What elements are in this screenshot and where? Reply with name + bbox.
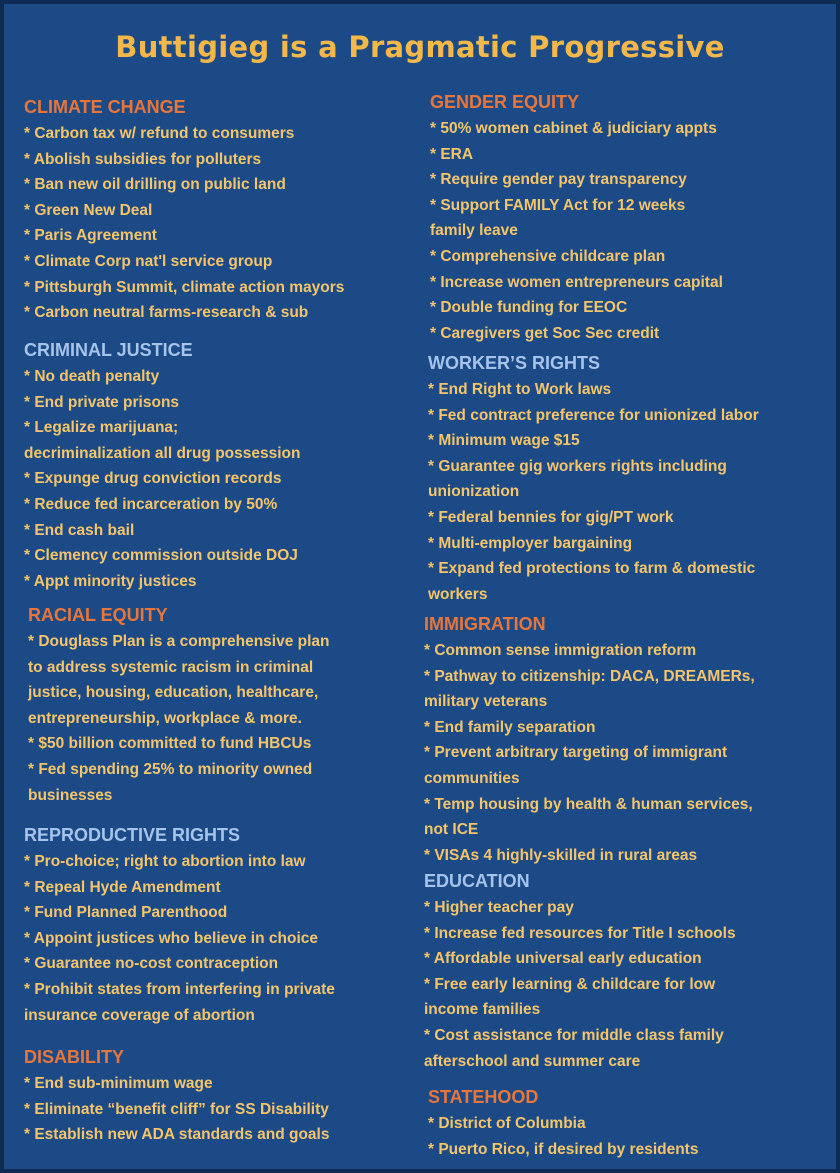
list-item: decriminalization all drug possession: [24, 444, 301, 462]
section-disability: [24, 1046, 329, 1148]
section-heading: EDUCATION: [424, 871, 530, 891]
list-item: * Eliminate “benefit cliff” for SS Disability: [24, 1100, 329, 1118]
list-item: * Clemency commission outside DOJ: [24, 547, 298, 565]
list-item: * Prevent arbitrary targeting of immigrant: [424, 744, 728, 762]
list-item: * Require gender pay transparency: [430, 171, 687, 189]
list-item: afterschool and summer care: [424, 1052, 641, 1070]
list-item: * Multi-employer bargaining: [428, 534, 633, 552]
list-item: * Increase women entrepreneurs capital: [430, 273, 723, 291]
list-item: military veterans: [424, 693, 548, 711]
list-item: * VISAs 4 highly-skilled in rural areas: [424, 846, 698, 864]
list-item: workers: [428, 585, 488, 603]
list-item: * Green New Deal: [24, 201, 153, 219]
list-item: * Establish new ADA standards and goals: [24, 1126, 330, 1144]
list-item: * Climate Corp nat'l service group: [24, 252, 273, 270]
section-immigration: [424, 613, 755, 868]
list-item: * Puerto Rico, if desired by residents: [428, 1140, 699, 1158]
list-item: * Appt minority justices: [24, 572, 197, 590]
list-item: communities: [424, 769, 520, 787]
list-item: * Free early learning & childcare for low: [424, 975, 716, 993]
list-item: * Paris Agreement: [24, 227, 157, 245]
section-heading: IMMIGRATION: [424, 614, 546, 634]
list-item: * Increase fed resources for Title I schools: [424, 924, 736, 942]
list-item: * Fund Planned Parenthood: [24, 904, 228, 922]
list-item: * End private prisons: [24, 393, 180, 411]
list-item: * Abolish subsidies for polluters: [24, 150, 262, 168]
list-item: * Guarantee no-cost contraception: [24, 955, 279, 973]
list-item: to address systemic racism in criminal: [28, 658, 314, 676]
list-item: * Federal bennies for gig/PT work: [428, 508, 674, 526]
list-item: * Fed contract preference for unionized labor: [428, 406, 759, 424]
list-item: not ICE: [424, 821, 479, 839]
section-heading: CRIMINAL JUSTICE: [24, 340, 193, 360]
section-heading: RACIAL EQUITY: [28, 605, 168, 625]
list-item: * Pathway to citizenship: DACA, DREAMERs,: [424, 667, 755, 685]
list-item: * Minimum wage $15: [428, 432, 580, 450]
section-heading: REPRODUCTIVE RIGHTS: [24, 825, 241, 845]
list-item: * End Right to Work laws: [428, 381, 612, 398]
list-item: * Repeal Hyde Amendment: [24, 878, 221, 896]
list-item: * Legalize marijuana;: [24, 419, 179, 437]
section-workers-rights: [428, 352, 759, 607]
list-item: * Support FAMILY Act for 12 weeks: [430, 196, 686, 214]
list-item: * End cash bail: [24, 521, 135, 539]
list-item: * 50% women cabinet & judiciary appts: [430, 120, 717, 137]
section-education: [424, 870, 736, 1074]
page-title: Buttigieg is a Pragmatic Progressive: [115, 30, 725, 64]
list-item: family leave: [430, 222, 518, 240]
section-climate-change: [24, 96, 344, 326]
list-item: * Expand fed protections to farm & domestic: [428, 560, 756, 578]
list-item: * Comprehensive childcare plan: [430, 247, 666, 265]
list-item: * $50 billion committed to fund HBCUs: [28, 735, 312, 753]
list-item: * No death penalty: [24, 368, 160, 385]
list-item: * Pittsburgh Summit, climate action mayors: [24, 278, 345, 296]
list-item: * Reduce fed incarceration by 50%: [24, 495, 278, 513]
section-heading: GENDER EQUITY: [430, 92, 580, 112]
list-item: insurance coverage of abortion: [24, 1006, 255, 1024]
list-item: * Fed spending 25% to minority owned: [28, 760, 313, 778]
section-heading: WORKER’S RIGHTS: [428, 353, 601, 373]
section-heading: CLIMATE CHANGE: [24, 97, 186, 117]
section-racial-equity: [28, 604, 330, 808]
list-item: * Carbon neutral farms-research & sub: [24, 304, 309, 322]
list-item: * Guarantee gig workers rights including: [428, 457, 727, 475]
list-item: * Ban new oil drilling on public land: [24, 176, 286, 194]
list-item: entrepreneurship, workplace & more.: [28, 709, 302, 727]
list-item: * Prohibit states from interfering in private: [24, 980, 335, 998]
list-item: * Cost assistance for middle class family: [424, 1026, 724, 1044]
section-criminal-justice: [24, 339, 300, 594]
list-item: * Caregivers get Soc Sec credit: [430, 324, 660, 342]
list-item: * Temp housing by health & human services,: [424, 795, 753, 813]
list-item: * Appoint justices who believe in choice: [24, 929, 318, 947]
list-item: * Carbon tax w/ refund to consumers: [24, 125, 295, 142]
list-item: justice, housing, education, healthcare,: [28, 684, 319, 702]
section-reproductive-rights: [24, 824, 335, 1028]
section-heading: STATEHOOD: [428, 1087, 539, 1107]
list-item: businesses: [28, 786, 113, 804]
list-item: * Pro-choice; right to abortion into law: [24, 853, 306, 870]
list-item: * ERA: [430, 145, 474, 163]
list-item: * Double funding for EEOC: [430, 299, 628, 317]
list-item: * Higher teacher pay: [424, 899, 574, 916]
list-item: * End sub-minimum wage: [24, 1075, 213, 1092]
list-item: * Expunge drug conviction records: [24, 470, 282, 488]
list-item: * Common sense immigration reform: [424, 642, 697, 659]
section-statehood: [428, 1086, 698, 1162]
list-item: * Affordable universal early education: [424, 950, 702, 968]
list-item: income families: [424, 1001, 541, 1019]
list-item: unionization: [428, 483, 520, 501]
list-item: * District of Columbia: [428, 1115, 586, 1132]
section-gender-equity: [430, 91, 723, 346]
list-item: * End family separation: [424, 718, 596, 736]
list-item: * Douglass Plan is a comprehensive plan: [28, 633, 330, 650]
section-heading: DISABILITY: [24, 1047, 125, 1067]
